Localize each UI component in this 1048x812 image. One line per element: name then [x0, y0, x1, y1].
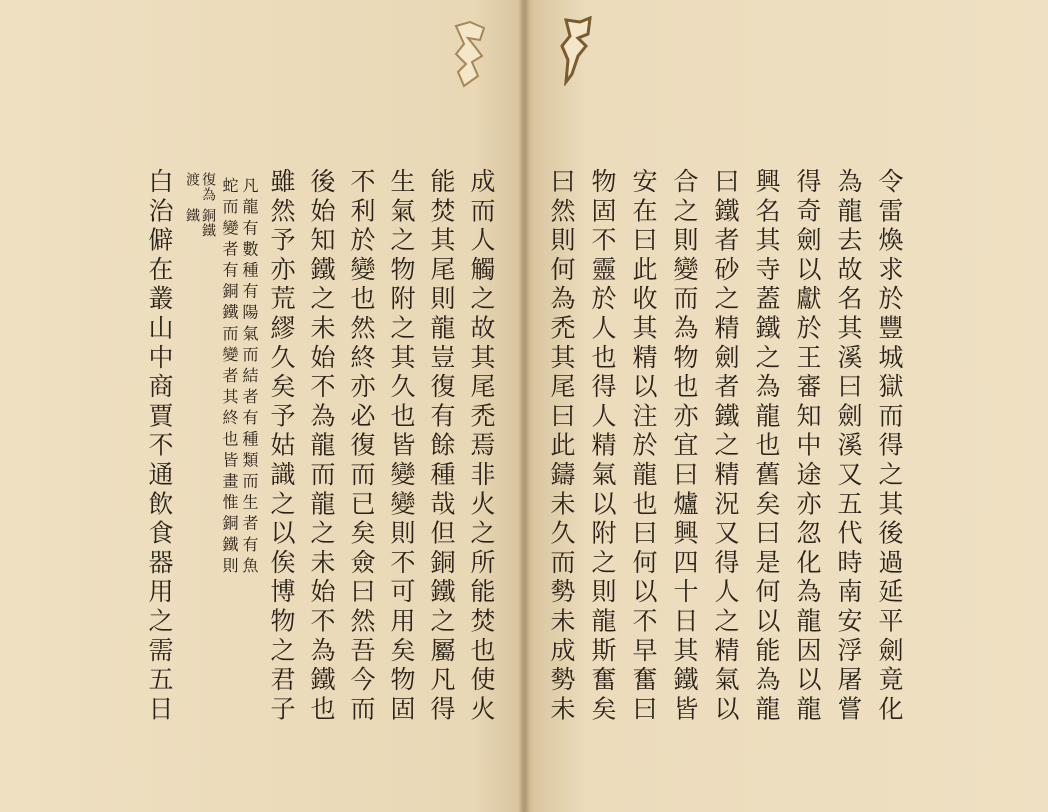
- wormhole-damage-right: [560, 16, 594, 86]
- right-column-3: 得奇劍以獻於王審知中途亦忽化為龍因以龍: [793, 168, 822, 725]
- right-column-8: 物固不靈於人也得人精氣以附之則龍斯奮矣: [588, 168, 617, 725]
- left-column-last: 白治僻在叢山中商賈不通飲食器用之需五日: [145, 168, 174, 725]
- left-column-4: 不利於變也然終亦必復而已矣僉曰然吾今而: [347, 168, 376, 725]
- wormhole-damage-left: [450, 20, 490, 90]
- note-column-2: 蛇而變者有銅鐵而變者其終也皆畫惟銅鐵則: [220, 177, 239, 578]
- right-column-4: 興名其寺蓋鐵之為龍也舊矣曰是何以能為龍: [752, 168, 781, 725]
- left-column-6: 雖然予亦荒繆久矣予姑識之以俟博物之君子: [267, 168, 296, 725]
- right-column-2: 為龍去故名其溪曰劍溪又五代時南安浮屠嘗: [834, 168, 863, 725]
- left-column-2: 能焚其尾則龍豈復有餘種哉但銅鐵之屬凡得: [427, 168, 456, 725]
- split-column-2-bottom: 鐵: [184, 208, 200, 223]
- book-gutter: [518, 0, 530, 812]
- right-column-1: 令雷煥求於豐城獄而得之其後過延平劍竟化: [875, 168, 904, 725]
- left-column-3: 生氣之物附之其久也皆變變則不可用矣物固: [387, 168, 416, 725]
- note-column-1: 凡龍有數種有陽氣而結者有種類而生者有魚: [240, 177, 259, 578]
- left-column-5: 後始知鐵之未始不為龍而龍之未始不為鐵也: [307, 168, 336, 725]
- right-column-5: 曰鐵者砂之精劍者鐵之精況又得人之精氣以: [711, 168, 740, 725]
- split-column-1-bottom: 銅鐵: [200, 208, 216, 238]
- right-column-7: 安在曰此收其精以注於龍也曰何以不早奮曰: [629, 168, 658, 725]
- right-column-6: 合之則變而為物也亦宜曰爐興四十日其鐵皆: [670, 168, 699, 725]
- left-column-1: 成而人觸之故其尾禿焉非火之所能焚也使火: [467, 168, 496, 725]
- right-column-9: 曰然則何為禿其尾曰此鑄未久而勢未成勢未: [547, 168, 576, 725]
- split-column-2-top: 渡: [184, 172, 200, 187]
- split-column-1-top: 復為: [200, 172, 216, 202]
